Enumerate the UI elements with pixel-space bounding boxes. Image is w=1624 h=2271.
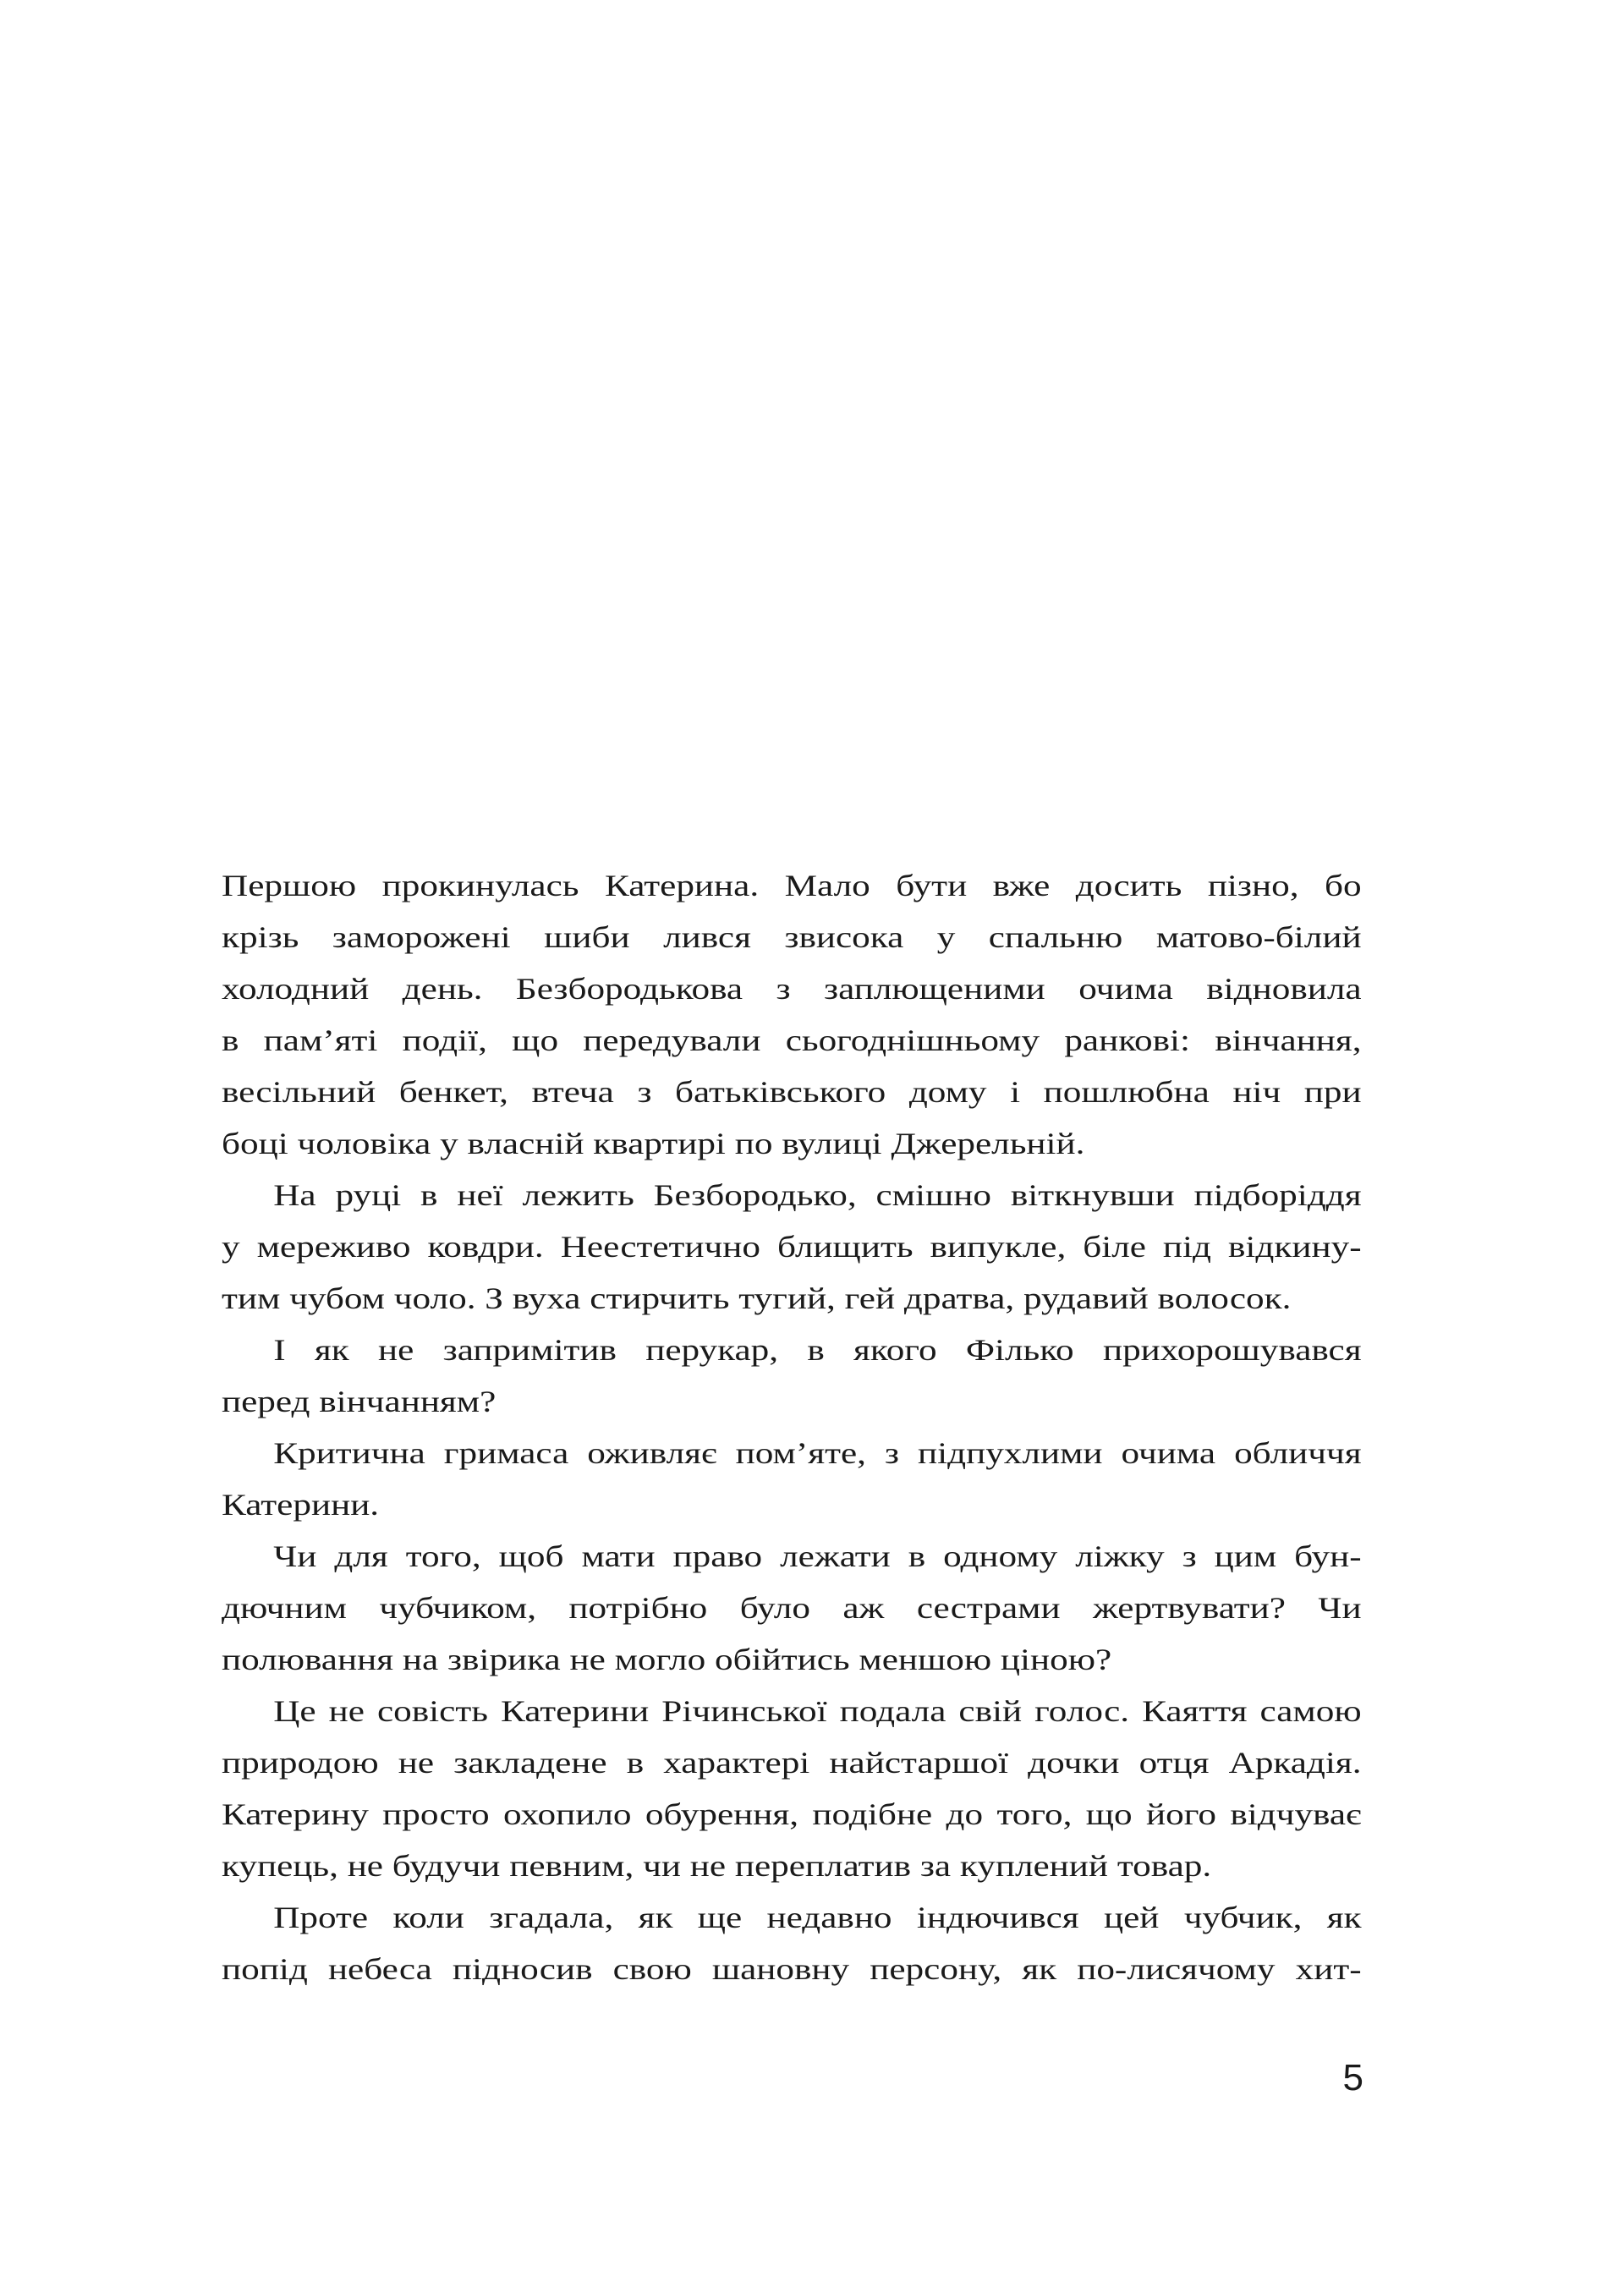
text-line: у мереживо ковдри. Неестетично блищить випукле, біле під відкину-: [222, 1230, 1362, 1264]
text-line: полювання на звірика не могло обійтись меншою ціною?: [222, 1643, 1112, 1676]
text-line: холодний день. Безбородькова з заплющеними очима відновила: [222, 972, 1362, 1006]
text-line: в пам’яті події, що передували сьогоднішньому ранкові: вінчання,: [222, 1023, 1362, 1057]
text-line: перед вінчанням?: [222, 1385, 497, 1418]
text-line: попід небеса підносив свою шановну персону, як по-лисячому хит-: [222, 1952, 1362, 1986]
text-line: Проте коли згадала, як ще недавно індючився цей чубчик, як: [273, 1901, 1362, 1934]
page-number: 5: [1342, 2057, 1363, 2098]
text-line: весільний бенкет, втеча з батьківського дому і пошлюбна ніч при: [222, 1075, 1362, 1109]
text-line: І як не запримітив перукар, в якого Філько прихорошувався: [273, 1333, 1362, 1367]
text-line: Катерину просто охопило обурення, подібне до того, що його відчуває: [222, 1797, 1362, 1831]
text-line: купець, не будучи певним, чи не переплатив за куплений товар.: [222, 1849, 1212, 1883]
text-line: природою не закладене в характері найстаршої дочки отця Аркадія.: [222, 1746, 1362, 1780]
text-line: На руці в неї лежить Безбородько, смішно віткнувши підборіддя: [273, 1178, 1362, 1212]
text-line: Чи для того, щоб мати право лежати в одному ліжку з цим бун-: [273, 1539, 1362, 1573]
text-line: дючним чубчиком, потрібно було аж сестрами жертвувати? Чи: [222, 1591, 1362, 1625]
text-line: тим чубом чоло. З вуха стирчить тугий, гей дратва, рудавий волосок.: [222, 1281, 1292, 1315]
text-line: Першою прокинулась Катерина. Мало бути вже досить пізно, бо: [222, 869, 1362, 902]
text-line: Катерини.: [222, 1488, 380, 1522]
text-line: боці чоловіка у власній квартирі по вулиці Джерельній.: [222, 1127, 1085, 1160]
text-line: крізь заморожені шиби лився звисока у спальню матово-білий: [222, 920, 1362, 954]
text-line: Це не совість Катерини Річинської подала свій голос. Каяття самою: [273, 1694, 1362, 1728]
body-text: [222, 860, 1362, 1995]
text-line: Критична гримаса оживляє пом’яте, з підпухлими очима обличчя: [273, 1436, 1362, 1470]
